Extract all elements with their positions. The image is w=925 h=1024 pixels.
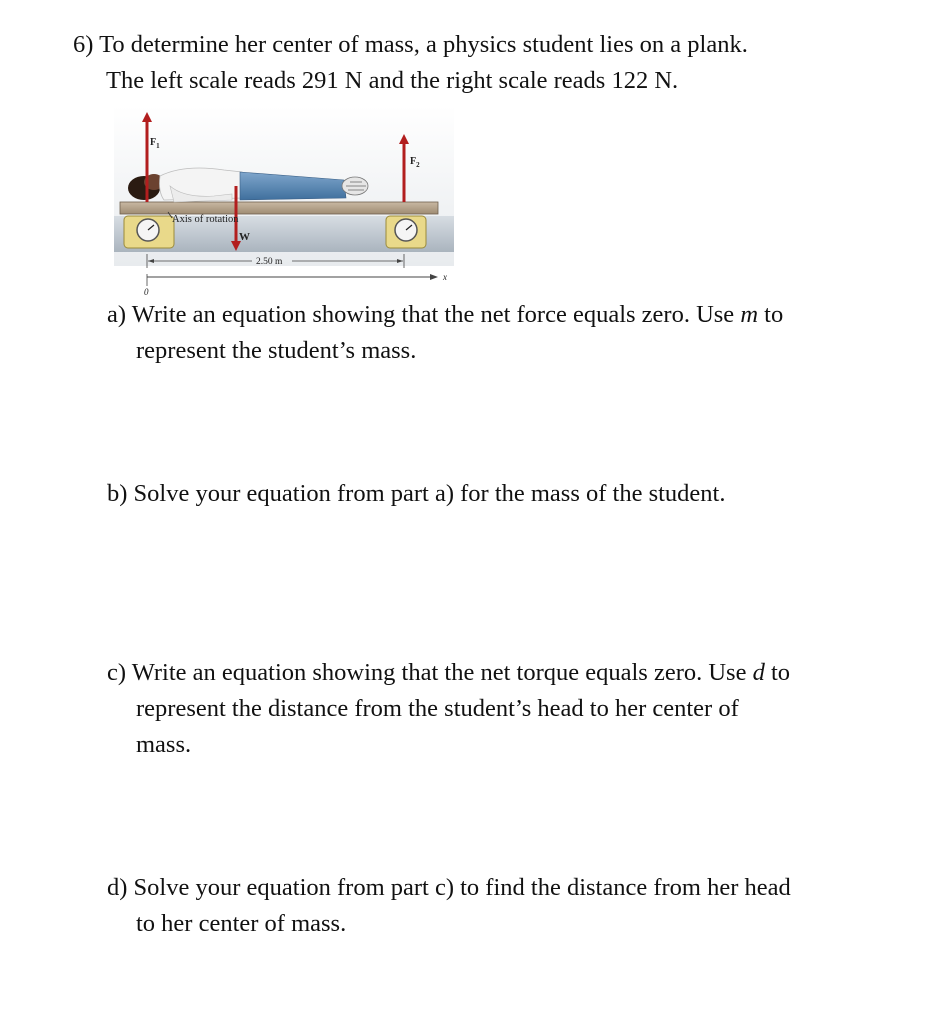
part-d-label: d) [107, 874, 128, 901]
plank [120, 202, 438, 214]
part-c-text-2: represent the distance from the student’s head to her center of [136, 695, 739, 722]
part-a-text-2: represent the student’s mass. [136, 337, 417, 364]
problem-text-1: To determine her center of mass, a physics student lies on a plank. [99, 31, 748, 58]
axis-of-rotation-label: Axis of rotation [172, 214, 239, 225]
part-b-line-1 [107, 479, 725, 509]
part-a-text-post: to [758, 301, 784, 328]
part-a-label: a) [107, 301, 127, 328]
part-c-text-post: to [764, 659, 791, 686]
weight-label: W [239, 231, 250, 243]
part-a-variable: m [740, 301, 759, 328]
part-d-line-1 [107, 873, 791, 903]
right-scale [386, 216, 426, 248]
part-c-line-1 [107, 658, 790, 688]
part-c-label: c) [107, 659, 127, 686]
part-d-line-2 [136, 909, 346, 939]
part-a-text-pre: Write an equation showing that the net force equals zero. Use [131, 301, 741, 328]
problem-statement-line-2 [106, 66, 678, 96]
x-axis [147, 274, 438, 286]
force-f2-label: $F_2$ [410, 156, 420, 169]
part-c-line-2 [136, 694, 739, 724]
part-d-text-2: to her center of mass. [136, 910, 347, 937]
problem-number: 6) [73, 31, 94, 58]
part-c-text-3: mass. [136, 731, 192, 758]
part-d-text: Solve your equation from part c) to find the distance from her head [133, 874, 791, 901]
left-scale [124, 216, 174, 248]
part-c-text-pre: Write an equation showing that the net torque equals zero. Use [131, 659, 753, 686]
distance-label: 2.50 m [256, 257, 283, 267]
part-a-line-1 [107, 300, 783, 330]
part-a-line-2 [136, 336, 416, 366]
problem-statement-line-1 [73, 30, 748, 60]
part-b-label: b) [107, 480, 128, 507]
part-c-variable: d [752, 659, 765, 686]
x-axis-label: x [443, 272, 447, 282]
force-f1-label: $F_1$ [150, 137, 160, 150]
problem-text-2: The left scale reads 291 N and the right scale reads 122 N. [106, 67, 679, 94]
part-b-text: Solve your equation from part a) for the mass of the student. [133, 480, 726, 507]
plank-diagram [114, 106, 454, 296]
part-c-line-3 [136, 730, 191, 760]
origin-label: 0 [144, 287, 149, 296]
